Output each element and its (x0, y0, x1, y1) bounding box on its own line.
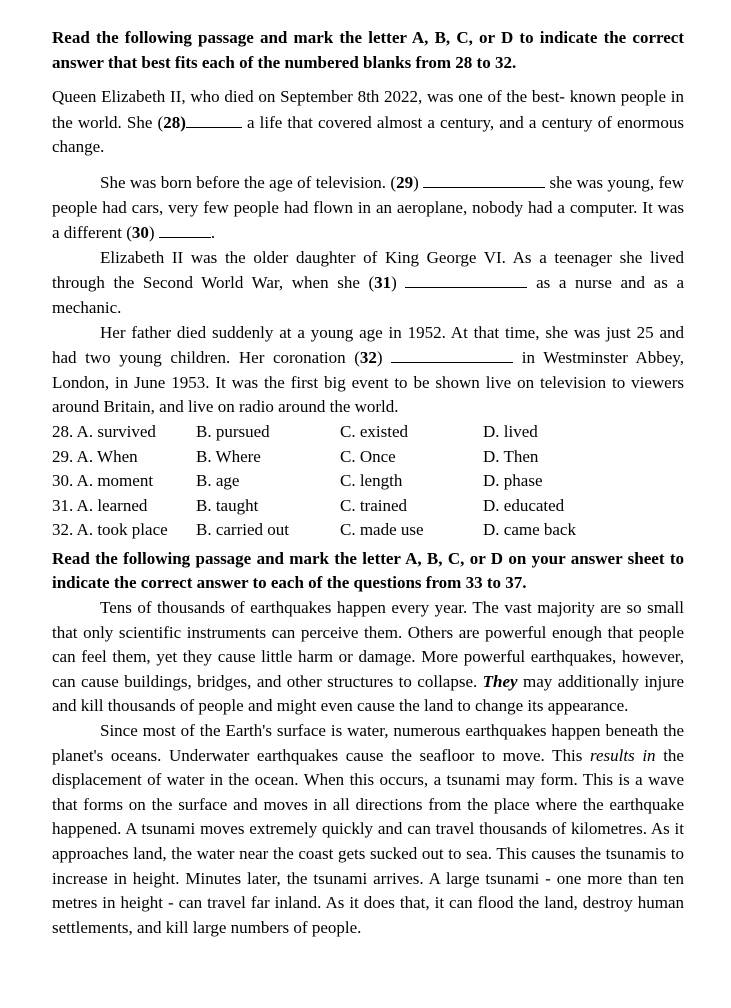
answer-blank-31 (405, 270, 527, 288)
option-d: D. came back (483, 520, 576, 540)
question-number-30: 30 (131, 223, 149, 243)
text: a life that covered almost a century, and a century of enormous change. (52, 112, 684, 157)
text: She was born before the age of television. ( (100, 172, 397, 192)
passage1-paragraph-2 (52, 170, 684, 246)
option-b: B. Where (196, 446, 261, 466)
option-c: C. existed (340, 421, 408, 441)
question-number-28: 28) (163, 112, 186, 132)
text: as a nurse and as a mechanic. (52, 273, 684, 317)
text: Tens of thousands of earthquakes happen every year. The vast majority are so small that only scientific instruments can perceive them. Others are powerful enough that people can feel them, yet they cause little harm or damage. More powerful earthquakes, however, can cause buildings, bridges, and other structures to collapse. (52, 598, 684, 691)
text: may additionally injure and kill thousands of people and might even cause the land to change its appearance. (52, 671, 684, 716)
passage1-paragraph-4 (52, 321, 684, 420)
question-number-31: 31 (374, 273, 392, 293)
text: in Westminster Abbey, London, in June 1953. It was the first big event to be shown live on television to viewers around Britain, and live on radio around the world. (52, 348, 684, 417)
answer-blank-30 (159, 220, 211, 238)
text: Since most of the Earth's surface is water, numerous earthquakes happen beneath the planet's oceans. Underwater earthquakes cause the seafloor to move. This (52, 721, 684, 765)
option-d: D. Then (483, 446, 539, 466)
text: she was young, few people had cars, very few people had flown in an aeroplane, nobody had a computer. It was a different ( (52, 172, 684, 243)
text: Elizabeth II was the older daughter of King George VI. As a teenager she lived through the Second World War, when she ( (52, 247, 684, 293)
option-b: B. age (196, 471, 240, 491)
question-row-29 (52, 445, 684, 470)
emphasized-phrase-results-in: results in (589, 745, 656, 765)
option-a: 30. A. moment (52, 471, 154, 491)
answer-blank-28 (186, 110, 242, 128)
option-b: B. pursued (196, 421, 270, 441)
text: ) (391, 273, 406, 293)
text: the displacement of water in the ocean. When this occurs, a tsunami may form. This is a wave that forms on the surface and moves in all directions from the place where the earthquake happened. A tsunami moves extremely quickly and can travel thousands of kilometres. As it approaches land, the water near the coast gets sucked out to sea. This causes the tsunamis to increase in height. Minutes later, the tsunami arrives. A large tsunami - one more than ten metres in height - can travel far inland. As it does that, it can flood the land, destroy human settlements, and kill large numbers of people. (52, 745, 684, 937)
text: Queen Elizabeth II, who died on September 8th 2022, was one of the best- known people in the world. She ( (52, 87, 684, 132)
question-row-28 (52, 420, 684, 445)
option-b: B. taught (196, 495, 259, 515)
passage2-paragraph-2 (52, 719, 684, 940)
section2-instruction: Read the following passage and mark the letter A, B, C, or D on your answer sheet to indicate the correct answer to each of the questions from 33 to 37. (52, 548, 684, 593)
answer-options (52, 420, 684, 543)
question-number-32: 32 (359, 348, 377, 368)
answer-blank-32 (391, 345, 513, 363)
option-a: 29. A. When (52, 446, 138, 466)
question-row-31 (52, 494, 684, 519)
text: ) (148, 223, 159, 243)
section1-instruction: Read the following passage and mark the letter A, B, C, or D to indicate the correct answer that best fits each of the numbered blanks from 28 to 32. (52, 28, 684, 72)
option-a: 28. A. survived (52, 421, 156, 441)
option-d: D. phase (483, 471, 543, 491)
option-b: B. carried out (196, 520, 289, 540)
passage1-paragraph-3 (52, 246, 684, 321)
question-row-30 (52, 469, 684, 494)
passage1-paragraph-1 (52, 85, 684, 160)
option-a: 31. A. learned (52, 495, 148, 515)
option-d: D. educated (483, 495, 565, 515)
emphasized-word-they: They (482, 671, 518, 691)
option-a: 32. A. took place (52, 520, 168, 540)
answer-blank-29 (423, 170, 545, 188)
option-c: C. length (340, 471, 403, 491)
text: ) (413, 172, 424, 192)
option-d: D. lived (483, 421, 538, 441)
passage2-paragraph-1 (52, 596, 684, 719)
option-c: C. made use (340, 520, 424, 540)
question-number-29: 29 (396, 172, 414, 192)
text: Her father died suddenly at a young age in 1952. At that time, she was just 25 and had two young children. Her coronation ( (52, 322, 684, 368)
option-c: C. trained (340, 495, 408, 515)
text: ) (376, 348, 392, 368)
question-row-32 (52, 518, 684, 543)
option-c: C. Once (340, 446, 396, 466)
text: . (210, 223, 216, 243)
